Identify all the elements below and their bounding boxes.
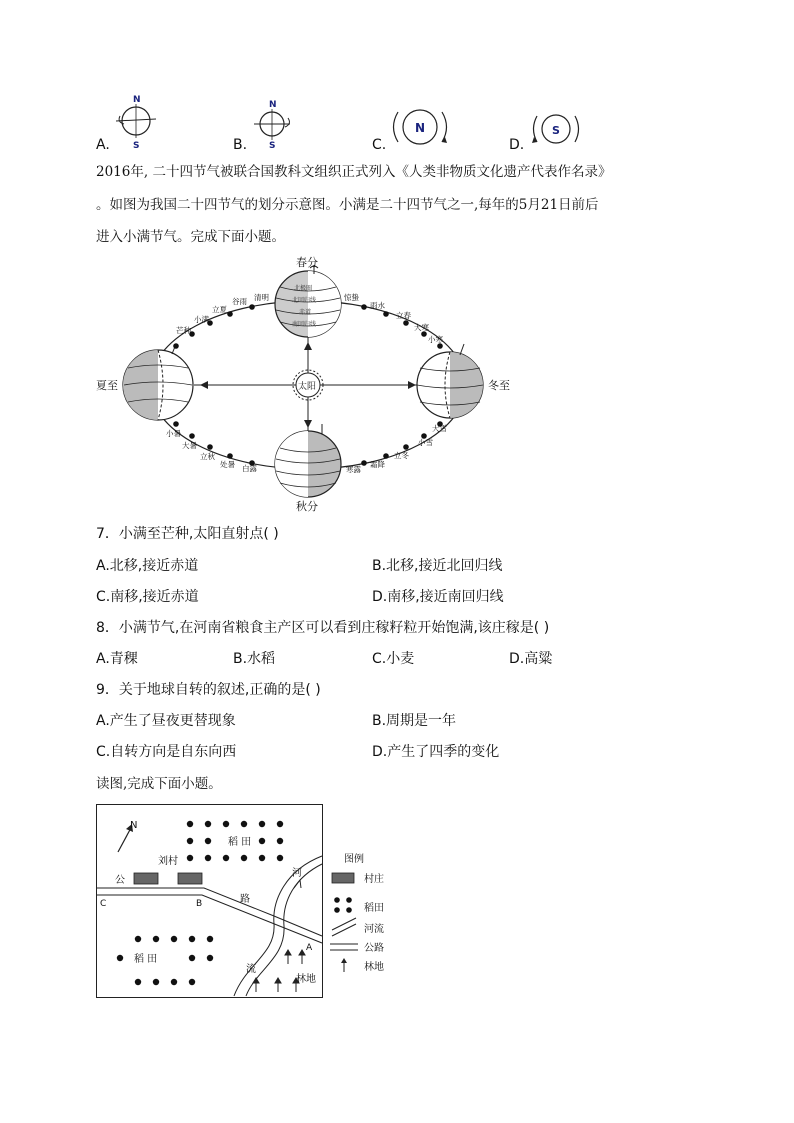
intro-line-2: 。如图为我国二十四节气的划分示意图。小满是二十四节气之一,每年的5月21日前后 (96, 197, 599, 213)
river-label-bottom: 流 (246, 964, 256, 975)
forest-label: 林地 (296, 974, 316, 985)
q9-stem: 9．关于地球自转的叙述,正确的是( ) (96, 682, 321, 698)
north-pole-label: N (269, 100, 277, 110)
term-label: 小寒 (428, 335, 443, 344)
map-legend (330, 852, 384, 973)
spring-equinox-label: 春分 (296, 256, 318, 269)
spring-equinox-globe (275, 265, 341, 337)
village-block (178, 873, 202, 884)
q7-option-b[interactable]: B.北移,接近北回归线 (372, 558, 503, 574)
q7-stem: 7．小满至芒种,太阳直射点( ) (96, 526, 279, 542)
pole-label: N (415, 121, 426, 135)
q9-option-d[interactable]: D.产生了四季的变化 (372, 744, 500, 760)
south-pole-label: S (133, 141, 140, 150)
point-c-label: C (100, 899, 107, 909)
sun-label: 太阳 (298, 382, 317, 392)
river-label-top: 河 (292, 868, 302, 879)
q7-option-d[interactable]: D.南移,接近南回归线 (372, 589, 504, 605)
term-label: 霜降 (370, 460, 385, 469)
village-map (96, 804, 396, 1000)
option-a-label: A. (96, 137, 110, 153)
q9-option-a[interactable]: A.产生了昼夜更替现象 (96, 713, 236, 729)
north-label: N (130, 820, 138, 831)
term-label: 立秋 (200, 452, 215, 461)
term-label: 处暑 (220, 460, 235, 469)
term-label: 雨水 (370, 301, 385, 310)
paddy-label-top: 稻 田 (228, 837, 252, 848)
term-label: 寒露 (346, 465, 361, 474)
village-name-label: 刘村 (158, 856, 178, 867)
q7-option-c[interactable]: C.南移,接近赤道 (96, 589, 199, 605)
term-label: 小满 (194, 315, 209, 324)
term-label: 大寒 (414, 323, 429, 332)
term-label: 小雪 (418, 438, 433, 447)
solar-terms-orbit-diagram (92, 252, 532, 514)
autumn-equinox-globe (275, 424, 341, 497)
point-a-label: A (306, 943, 313, 953)
legend-river-label: 河流 (364, 924, 384, 935)
q8-option-b[interactable]: B.水稻 (233, 651, 276, 667)
point-b-label: B (196, 899, 203, 909)
south-pole-label: S (269, 141, 276, 150)
q8-option-a[interactable]: A.青稞 (96, 651, 138, 667)
road-label-left: 公 (115, 875, 125, 886)
q7-option-a[interactable]: A.北移,接近赤道 (96, 558, 199, 574)
tropic-capricorn-label: 南回归线 (292, 321, 317, 328)
globe-icon-b (250, 98, 296, 150)
globe-icon-d (527, 108, 585, 150)
term-label: 立冬 (394, 451, 409, 460)
summer-solstice-label: 夏至 (96, 379, 118, 392)
equator-label: 赤道 (299, 309, 312, 316)
legend-paddy-label: 稻田 (364, 903, 384, 914)
read-figure-intro: 读图,完成下面小题。 (96, 776, 222, 792)
q8-option-c[interactable]: C.小麦 (372, 651, 415, 667)
q8-option-d[interactable]: D.高粱 (509, 651, 553, 667)
arctic-circle-label: 北极圈 (294, 285, 313, 292)
globe-icon-a (112, 92, 160, 150)
legend-title: 图例 (344, 854, 364, 865)
intro-line-3: 进入小满节气。完成下面小题。 (96, 229, 285, 245)
legend-village-label: 村庄 (364, 874, 384, 885)
term-label: 大雪 (432, 424, 447, 433)
term-label: 白露 (242, 464, 257, 473)
winter-solstice-label: 冬至 (488, 379, 510, 392)
option-c-label: C. (372, 137, 387, 153)
term-label: 立春 (396, 311, 411, 320)
north-pole-label: N (133, 95, 141, 105)
term-label: 惊蛰 (344, 293, 359, 302)
winter-solstice-globe (417, 344, 483, 418)
q9-option-b[interactable]: B.周期是一年 (372, 713, 457, 729)
intro-line-1: 2016年, 二十四节气被联合国教科文组织正式列入《人类非物质文化遗产代表作名录》 (96, 164, 612, 180)
q9-option-c[interactable]: C.自转方向是自东向西 (96, 744, 237, 760)
option-b-label: B. (233, 137, 248, 153)
legend-road-label: 公路 (364, 943, 384, 954)
term-label: 小暑 (166, 429, 181, 438)
term-label: 芒种 (176, 326, 191, 335)
summer-solstice-globe (123, 344, 193, 420)
paddy-label-bottom: 稻 田 (134, 954, 158, 965)
term-label: 清明 (254, 293, 269, 302)
term-label: 谷雨 (232, 297, 247, 306)
tropic-cancer-label: 北回归线 (292, 297, 317, 304)
sun-icon (293, 370, 323, 400)
term-label: 立夏 (212, 305, 227, 314)
legend-forest-label: 林地 (364, 962, 384, 973)
autumn-equinox-label: 秋分 (296, 500, 318, 513)
road-label-right: 路 (240, 894, 250, 905)
term-label: 大暑 (182, 441, 197, 450)
q8-stem: 8．小满节气,在河南省粮食主产区可以看到庄稼籽粒开始饱满,该庄稼是( ) (96, 620, 550, 636)
option-d-label: D. (509, 137, 525, 153)
pole-label: S (552, 124, 560, 137)
village-block (134, 873, 158, 884)
globe-icon-c (388, 104, 452, 150)
